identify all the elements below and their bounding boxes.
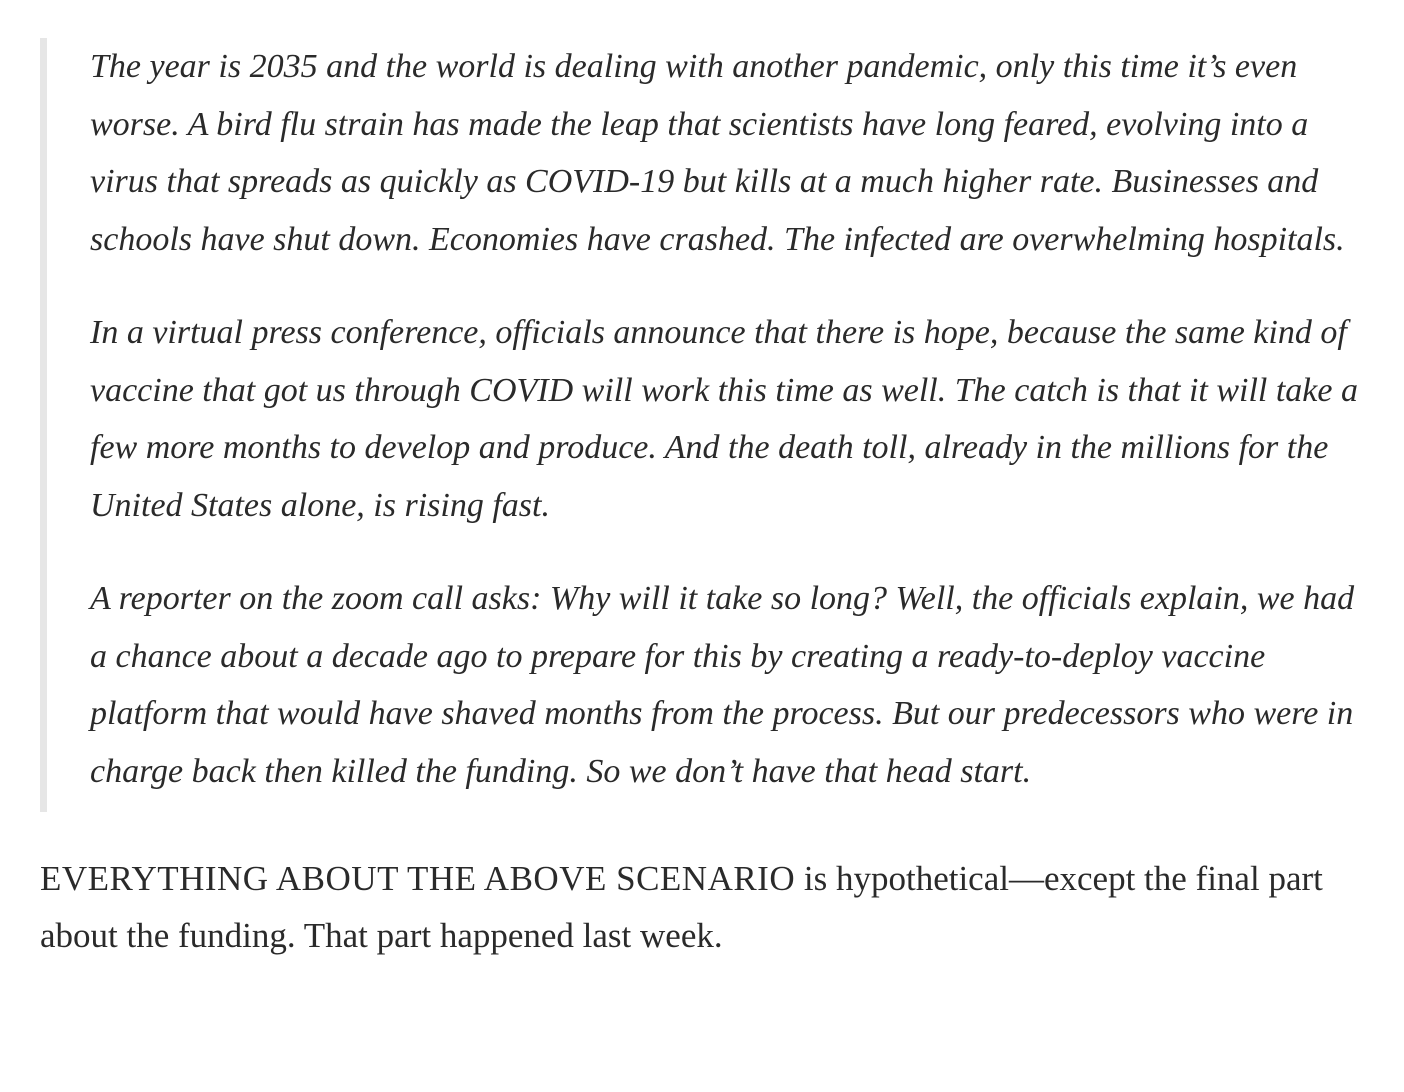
body-paragraph-text: is hypothetical—except the final part about the funding. That part happened last week. [40,859,1323,955]
blockquote-paragraph-3: A reporter on the zoom call asks: Why will it take so long? Well, the officials explain, we had a chance about a decade ago to prepare for this by creating a ready-to-deploy vaccine platform that would have shaved months from the process. But our predecessors who were in charge back then killed the funding. So we don’t have that head start. [90,580,1355,790]
lead-in-caps: EVERYTHING ABOUT THE ABOVE SCENARIO [40,859,796,898]
body-paragraph [40,850,1364,964]
blockquote-paragraph-2: In a virtual press conference, officials announce that there is hope, because the same kind of vaccine that got us through COVID will work this time as well. The catch is that it will take a few more months to develop and produce. And the death toll, already in the millions for the United States alone, is rising fast. [90,314,1358,524]
scenario-blockquote [40,38,1364,812]
blockquote-paragraph-1: The year is 2035 and the world is dealing with another pandemic, only this time it’s even worse. A bird flu strain has made the leap that scientists have long feared, evolving into a virus that spreads as quickly as COVID-19 but kills at a much higher rate. Businesses and schools have shut down. Economies have crashed. The infected are overwhelming hospitals. [90,48,1345,258]
article-body [40,0,1364,964]
